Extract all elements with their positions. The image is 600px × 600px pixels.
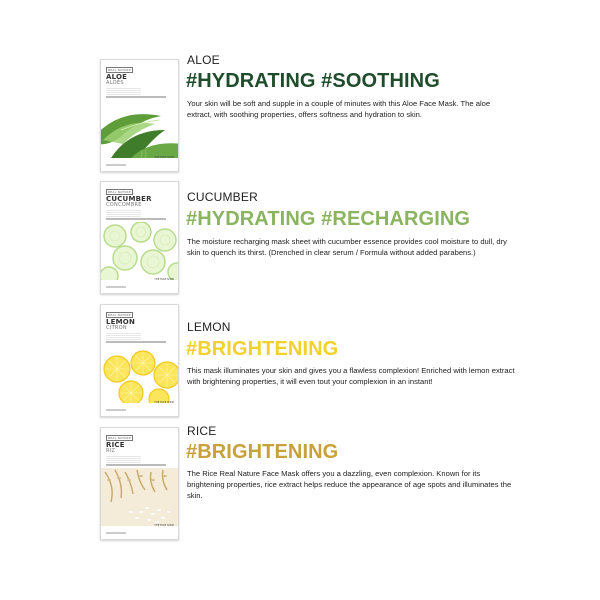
rice-mask-package bbox=[100, 427, 179, 540]
mask-package-subname: RIZ bbox=[106, 448, 116, 454]
aloe-mask-package bbox=[100, 59, 179, 172]
mask-tag: REAL NATURE bbox=[108, 190, 131, 194]
package-fine-print bbox=[106, 210, 141, 217]
product-name-cucumber: CUCUMBER bbox=[187, 190, 258, 204]
rice-grains-image bbox=[101, 468, 179, 526]
mask-package-name: ALOE bbox=[106, 73, 128, 81]
product-name-lemon: LEMON bbox=[187, 320, 231, 334]
package-strip bbox=[106, 218, 166, 220]
cucumber-mask-package bbox=[100, 181, 179, 294]
description-aloe: Your skin will be soft and supple in a couple of minutes with this Aloe Face Mask. The aloe extract, with soothing properties, offers softness and hydration to skin. bbox=[187, 99, 491, 120]
mask-tag: REAL NATURE bbox=[108, 436, 131, 440]
description-cucumber: The moisture recharging mask sheet with cucumber essence provides cool moisture to dull, dry skin to quench its thirst. (Drenched in clear serum / Formula without added parabens.) bbox=[187, 237, 507, 258]
package-footer bbox=[106, 286, 126, 288]
mask-package-subname: CONCOMBRE bbox=[106, 202, 142, 208]
aloe-leaves-image bbox=[101, 100, 179, 158]
package-strip bbox=[106, 464, 166, 466]
mask-package-subname: ALOÈS bbox=[106, 80, 124, 86]
brand-logo: THE FACE SHOP bbox=[154, 524, 174, 527]
mask-tag: REAL NATURE bbox=[108, 68, 131, 72]
package-fine-print bbox=[106, 333, 141, 340]
mask-package-name: CUCUMBER bbox=[106, 195, 152, 203]
product-name-aloe: ALOE bbox=[187, 53, 220, 67]
headline-aloe: #HYDRATING #SOOTHING bbox=[186, 70, 440, 92]
lemon-mask-package bbox=[100, 304, 179, 417]
mask-tag: REAL NATURE bbox=[108, 313, 131, 317]
mask-package-subname: CITRON bbox=[106, 325, 127, 331]
package-footer bbox=[106, 532, 126, 534]
brand-logo: THE FACE SHOP bbox=[154, 278, 174, 281]
package-strip bbox=[106, 341, 166, 343]
package-footer bbox=[106, 409, 126, 411]
description-rice: The Rice Real Nature Face Mask offers you a dazzling, even complexion. Known for its brightening properties, rice extract helps reduce the appearance of age spots and illuminates the skin. bbox=[187, 469, 512, 501]
description-lemon: This mask illuminates your skin and gives you a flawless complexion! Enriched with lemon extract with brightening properties, it will even tout your complexion in an instant! bbox=[187, 366, 515, 387]
mask-package-name: LEMON bbox=[106, 318, 136, 326]
mask-package-name: RICE bbox=[106, 441, 125, 449]
headline-rice: #BRIGHTENING bbox=[186, 441, 339, 463]
brand-logo: THE FACE SHOP bbox=[154, 156, 174, 159]
lemon-slices-image bbox=[101, 345, 179, 403]
package-strip bbox=[106, 96, 166, 98]
package-fine-print bbox=[106, 456, 141, 463]
cucumber-slices-image bbox=[101, 222, 179, 280]
brand-logo: THE FACE SHOP bbox=[154, 401, 174, 404]
package-footer bbox=[106, 164, 126, 166]
package-fine-print bbox=[106, 88, 141, 95]
headline-lemon: #BRIGHTENING bbox=[186, 338, 339, 360]
product-name-rice: RICE bbox=[187, 424, 217, 438]
headline-cucumber: #HYDRATING #RECHARGING bbox=[186, 208, 471, 230]
